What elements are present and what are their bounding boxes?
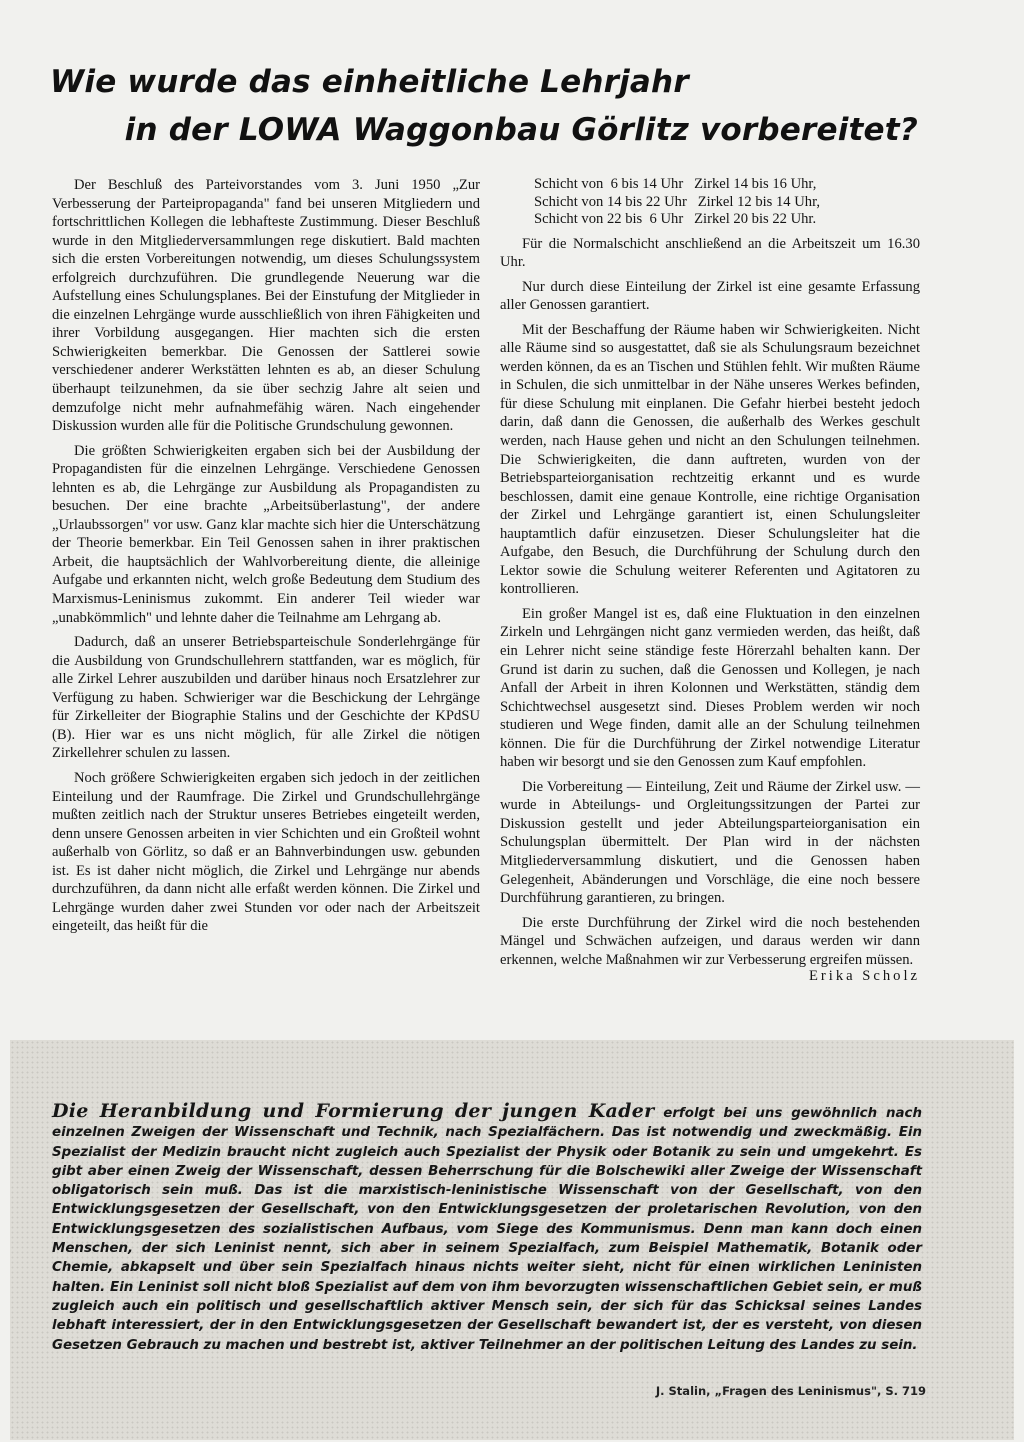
paragraph: Die Vorbereitung — Einteilung, Zeit und Räume der Zirkel usw. — wurde in Abteilungs- und Orgleitungssitzungen der Partei zur Diskussion gestellt und jeder Abteilungsparteiorganisation ein Schulungsplan übermittelt. Der Plan wird in der nächsten Mitgliederversammlung diskutiert, und die Genossen haben Gelegenheit, Abänderungen und Vorschläge, die eine noch bessere Durchführung garantieren, zu bringen.: [500, 778, 920, 907]
schedule-row: Schicht von 22 bis 6 Uhr Zirkel 20 bis 22 Uhr.: [534, 211, 817, 227]
author-signature: Erika Scholz: [809, 968, 920, 985]
shift-schedule: [534, 176, 920, 229]
headline-line-1: Wie wurde das einheitliche Lehrjahr: [50, 64, 689, 100]
paragraph: Mit der Beschaffung der Räume haben wir Schwierigkeiten. Nicht alle Räume sind so ausgestattet, daß sie als Schulungsraum bezeichnet werden können, da es an Tischen und Stühlen fehlt. Wir mußten Räume in Schulen, die sich unmittelbar in der Nähe unseres Werkes befinden, für diese Schulung mit einplanen. Die Gefahr hierbei besteht jedoch darin, daß dann die Genossen, die außerhalb des Werkes geschult werden, nach Hause gehen und nicht an den Schulungen teilnehmen. Die Schwierigkeiten, die dann auftreten, wurden von der Betriebsparteiorganisation rechtzeitig erkannt und es wurde beschlossen, damit eine genaue Kontrolle, eine richtige Organisation der Zirkel und Lehrgänge garantiert ist, einen Schulungsleiter hauptamtlich dafür einzusetzen. Dieser Schulungsleiter hat die Aufgabe, den Besuch, die Durchführung der Schulung durch den Lektor sowie die Schulung weiterer Referenten und Agitatoren zu kontrollieren.: [500, 321, 920, 598]
schedule-row: Schicht von 14 bis 22 Uhr Zirkel 12 bis 14 Uhr,: [534, 193, 820, 210]
paragraph: Der Beschluß des Parteivorstandes vom 3. Juni 1950 „Zur Verbesserung der Parteipropaganda" fand bei unseren Mitgliedern und fortschrittlichen Kollegen die lebhafteste Zustimmung. Dieser Beschluß wurde in den Mitgliederversammlungen rege diskutiert. Bald machten sich die ersten Vorbereitungen notwendig, um dieses Schulungssystem erfolgreich durchzuführen. Die grundlegende Neuerung war die Aufstellung eines Schulungsplanes. Bei der Einstufung der Mitglieder in die einzelnen Lehrgänge wurde ausschließlich von ihren Fähigkeiten und ihrer Vorbildung ausgegangen. Hier machten sich die ersten Schwierigkeiten bemerkbar. Die Genossen der Sattlerei sowie verschiedener anderer Werkstätten lehnten es ab, an dieser Schulung überhaupt teilzunehmen, da sie über sechzig Jahre alt seien und demzufolge nicht mehr aufnahmefähig wären. Nach eingehender Diskussion wurden alle für die Politische Grundschulung gewonnen.: [52, 177, 480, 435]
paragraph: Nur durch diese Einteilung der Zirkel ist eine gesamte Erfassung aller Genossen garantiert.: [500, 278, 920, 314]
quote-body: erfolgt bei uns gewöhnlich nach einzelnen Zweigen der Wissenschaft und Technik, nach Spezialfächern. Das ist notwendig und zweckmäßig. Ein Spezialist der Medizin braucht nicht zugleich auch Spezialist der Physik oder Botanik zu sein und umgekehrt. Es gibt aber einen Zweig der Wissenschaft, dessen Beherrschung für die Bolschewiki aller Zweige der Wissenschaft obligatorisch sein muß. Das ist die marxistisch-leninistische Wissenschaft von der Gesellschaft, von den Entwicklungsgesetzen der Gesellschaft, von den Entwicklungsgesetzen der proletarischen Revolution, von den Entwicklungsgesetzen des sozialistischen Aufbaus, vom Siege des Kommunismus. Denn man kann doch einen Menschen, der sich Leninist nennt, sich aber in seinem Spezialfach, zum Beispiel Mathematik, Botanik oder Chemie, abkapselt und über sein Spezialfach hinaus nichts weiter sieht, nicht für einen wirklichen Leninisten halten. Ein Leninist soll nicht bloß Spezialist auf dem von ihm bevorzugten wissenschaftlichen Gebiet sein, er muß zugleich auch ein politisch und gesellschaftlich aktiver Mensch sein, der sich für das Schicksal seines Landes lebhaft interessiert, der in den Entwicklungsgesetzen der Gesellschaft bewandert ist, der es versteht, von diesen Gesetzen Gebrauch zu machen und bestrebt ist, aktiver Teilnehmer an der politischen Leitung des Landes zu sein.: [52, 1106, 922, 1353]
schedule-row: Schicht von 6 bis 14 Uhr Zirkel 14 bis 16 Uhr,: [534, 176, 817, 192]
paragraph: Ein großer Mangel ist es, daß eine Fluktuation in den einzelnen Zirkeln und Lehrgängen nicht ganz vermieden werden, das heißt, daß ein Lehrer nicht seine ständige feste Hörerzahl behalten kann. Der Grund ist darin zu suchen, daß die Genossen und Kollegen, je nach Anfall der Arbeit in ihren Kolonnen und Werkstätten, ständig dem Schichtwechsel ausgesetzt sind. Dieses Problem werden wir noch studieren und Wege finden, damit alle an der Schulung teilnehmen können. Die für die Durchführung der Zirkel notwendige Literatur haben wir besorgt und sie den Genossen zum Kauf empfohlen.: [500, 605, 920, 771]
paragraph: Die größten Schwierigkeiten ergaben sich bei der Ausbildung der Propagandisten für die einzelnen Lehrgänge. Verschiedene Genossen lehnten es ab, die Lehrgänge zur Ausbildung als Propagandisten zu besuchen. Der eine brachte „Arbeitsüberlastung", der andere „Urlaubssorgen" vor usw. Ganz klar machte sich hier die Unterschätzung der Theorie bemerkbar. Ein Teil Genossen sahen in ihrer praktischen Arbeit, die hauptsächlich der Wahlvorbereitung diente, die alleinige Aufgabe und erkannten nicht, welch große Bedeutung dem Studium des Marxismus-Leninismus zukommt. Ein anderer Teil wieder war „unabkömmlich" und lehnte daher die Teilnahme am Lehrgang ab.: [52, 442, 480, 626]
paragraph: Die erste Durchführung der Zirkel wird die noch bestehenden Mängel und Schwächen aufzeigen, und daraus werden wir dann erkennen, welche Maßnahmen wir zur Verbesserung ergreifen müssen.: [500, 914, 920, 968]
stalin-quote: [52, 1102, 922, 1355]
paragraph: Dadurch, daß an unserer Betriebsparteischule Sonderlehrgänge für die Ausbildung von Grundschullehrern stattfanden, war es möglich, für alle Zirkel Lehrer auszubilden und darüber hinaus noch Ersatzlehrer zur Verfügung zu haben. Schwieriger war die Beschickung der Lehrgänge für Zirkelleiter der Biographie Stalins und der Geschichte der KPdSU (B). Hier war es uns nicht möglich, für alle Zirkel die nötigen Zirkellehrer schulen zu lassen.: [52, 634, 480, 762]
paragraph: Für die Normalschicht anschließend an die Arbeitszeit um 16.30 Uhr.: [500, 235, 920, 271]
right-column: [500, 176, 920, 986]
paragraph: Noch größere Schwierigkeiten ergaben sich jedoch in der zeitlichen Einteilung und der Raumfrage. Die Zirkel und Grundschullehrgänge mußten zeitlich nach der Struktur unseres Betriebes eingeteilt werden, denn unsere Genossen arbeiten in vier Schichten und ein Großteil wohnt außerhalb von Görlitz, so daß er an Bahnverbindungen usw. gebunden ist. Es ist daher nicht möglich, die Zirkel und Lehrgänge nur abends durchzuführen, da dann nicht alle erfaßt werden können. Die Zirkel und Lehrgänge wurden daher zwei Stunden vor oder nach der Arbeitszeit eingeteilt, das heißt für die: [52, 769, 480, 935]
left-column: [52, 176, 480, 942]
headline-line-2: in der LOWA Waggonbau Görlitz vorbereitet?: [124, 112, 918, 148]
quote-lead: Die Heranbildung und Formierung der jungen Kader: [52, 1100, 655, 1122]
quote-source: J. Stalin, „Fragen des Leninismus", S. 719: [655, 1384, 926, 1398]
